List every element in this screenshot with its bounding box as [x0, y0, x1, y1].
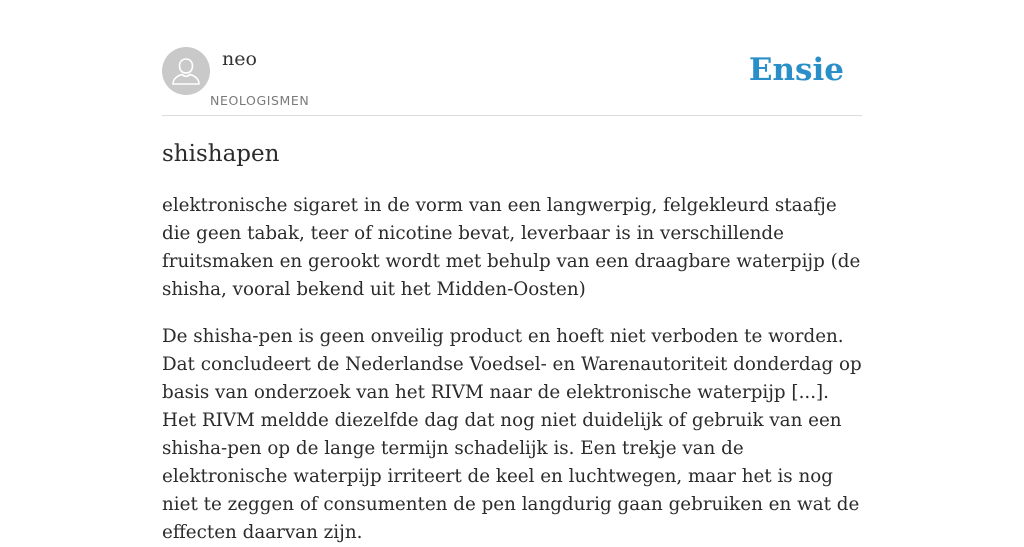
- user-silhouette-icon[interactable]: [162, 47, 210, 95]
- author-link[interactable]: neo: [222, 48, 257, 70]
- entry-content: [162, 136, 862, 547]
- entry-example: De shisha-pen is geen onveilig product en hoeft niet verboden te worden. Dat concludeert de Nederlandse Voedsel- en Warenautoriteit donderdag op basis van onderzoek van het RIVM naar de elektronische waterpijp [...]. Het RIVM meldde diezelfde dag dat nog niet duidelijk of gebruik van een shisha-pen op de lange termijn schadelijk is. Een trekje van de elektronische waterpijp irriteert de keel en luchtwegen, maar het is nog niet te zeggen of consumenten de pen langdurig gaan gebruiken en wat de effecten daarvan zijn.: [162, 326, 862, 543]
- brand-logo[interactable]: Ensie: [748, 52, 844, 88]
- category-label[interactable]: NEOLOGISMEN: [210, 93, 310, 108]
- entry-term: shishapen: [162, 141, 280, 167]
- entry-definition: elektronische sigaret in de vorm van een langwerpig, felgekleurd staafje die geen tabak, teer of nicotine bevat, leverbaar is in verschillende fruitsmaken en gerookt wordt met behulp van een draagbare waterpijp (de shisha, vooral bekend uit het Midden-Oosten): [162, 195, 861, 300]
- entry-header: [162, 47, 862, 116]
